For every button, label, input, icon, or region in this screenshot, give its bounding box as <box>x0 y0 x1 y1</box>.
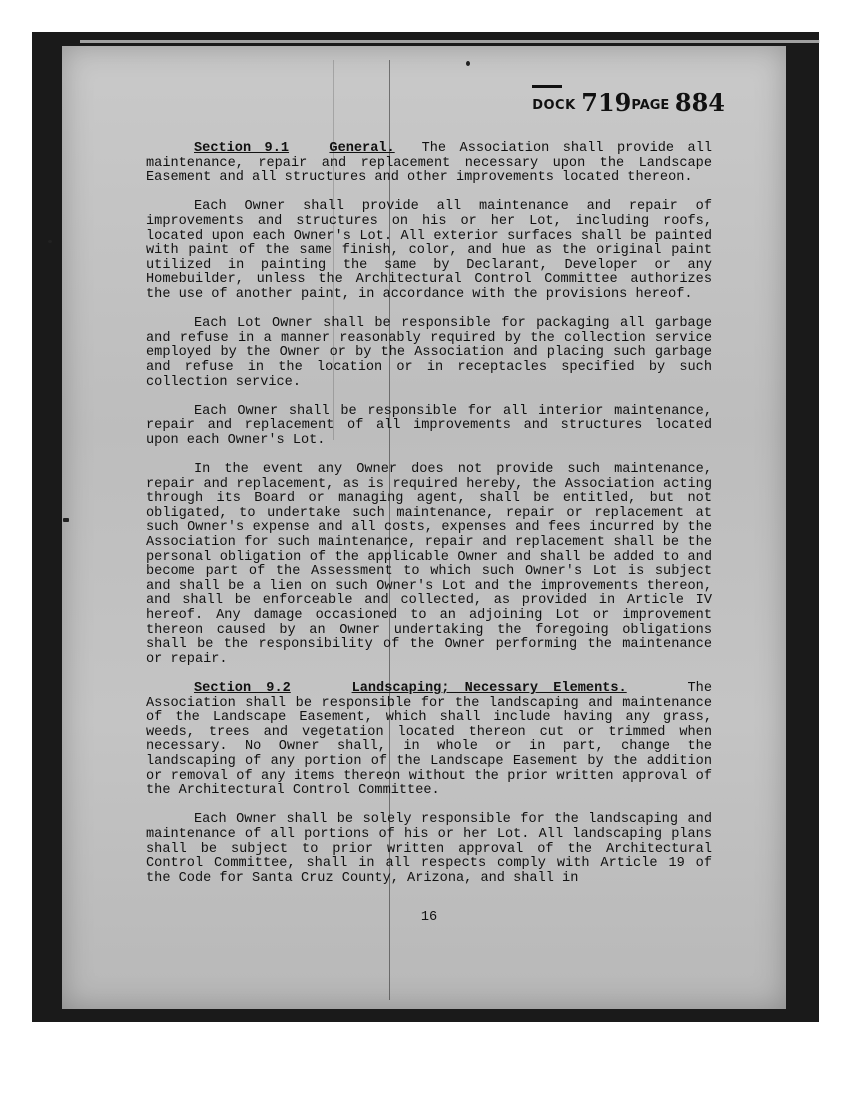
section-number: Section 9.1 <box>194 141 290 156</box>
paragraph <box>146 405 712 449</box>
paragraph <box>146 463 712 667</box>
section-9-1-paragraph <box>146 142 712 186</box>
scan-speck <box>48 240 52 243</box>
page-label: PAGE <box>631 98 670 113</box>
book-number: 719 <box>581 88 632 117</box>
paragraph-text: Each Owner shall be responsible for all interior maintenance, repair and replacement of all improvements and structures located upon each Owner's Lot. <box>146 403 712 448</box>
book-overbar <box>532 85 562 88</box>
paragraph <box>146 317 712 390</box>
paragraph <box>146 813 712 886</box>
section-9-2-paragraph <box>146 682 712 799</box>
scan-edge <box>80 40 820 43</box>
paragraph-text: The Association shall provide all maintenance, repair and replacement necessary upon the Landscape Easement and all structures and other improvements located thereon. <box>146 141 713 186</box>
paragraph-text: The Association shall be responsible for the landscaping and maintenance of the Landscape Easement, which shall include having any grass, weeds, trees and vegetation located thereon cut or trimmed when necessary. No Owner shall, in whole or in part, change the landscaping of any portion of the Landscape Easement by the addition or removal of any items thereon without the prior written approval of the Architectural Control Committee. <box>146 680 712 799</box>
document-body <box>146 142 712 901</box>
recording-page-number: 884 <box>674 88 725 117</box>
section-number: Section 9.2 <box>194 680 291 696</box>
paragraph <box>146 200 712 302</box>
book-page-reference <box>532 88 725 117</box>
scan-speck <box>63 518 69 522</box>
page-number: 16 <box>420 910 438 925</box>
paragraph-text: Each Lot Owner shall be responsible for packaging all garbage and refuse in a manner reasonably required by the collection service employed by the Owner or by the Association and placing such garbage and refuse in the location or in receptacles specified by such collection service. <box>146 316 712 390</box>
paragraph-text: Each Owner shall provide all maintenance and repair of improvements and structures on his or her Lot, including roofs, located upon each Owner's Lot. All exterior surfaces shall be painted with paint of the same finish, color, and hue as the original paint utilized in painting the same by Declarant, Developer or any Homebuilder, unless the Architectural Control Committee authorizes the use of another paint, in accordance with the provisions hereof. <box>146 199 712 302</box>
paragraph-text: Each Owner shall be solely responsible for the landscaping and maintenance of all portions of his or her Lot. All landscaping plans shall be subject to prior written approval of the Architectural Control Committee, shall in all respects comply with Article 19 of the Code for Santa Cruz County, Arizona, and shall in <box>146 812 712 886</box>
section-title: Landscaping; Necessary Elements. <box>351 680 627 696</box>
scan-speck <box>466 61 470 66</box>
book-label: DOCK <box>532 98 576 113</box>
paragraph-text: In the event any Owner does not provide such maintenance, repair and replacement, as is required hereby, the Association acting through its Board or managing agent, shall be entitled, but not obligated, to undertake such maintenance, repair or replacement at such Owner's expense and all costs, expenses and fees incurred by the Association for such maintenance, repair and replacement shall be the personal obligation of the applicable Owner and shall be added to and become part of the Assessment to which such Owner's Lot is subject and shall be a lien on such Owner's Lot and the improvements thereon, and shall be enforceable and collected, as provided in Article IV hereof. Any damage occasioned to an adjoining Lot or improvement thereon caused by an Owner undertaking the foregoing obligations shall be the responsibility of the Owner performing the maintenance or repair. <box>146 462 712 667</box>
section-title: General. <box>329 141 395 156</box>
